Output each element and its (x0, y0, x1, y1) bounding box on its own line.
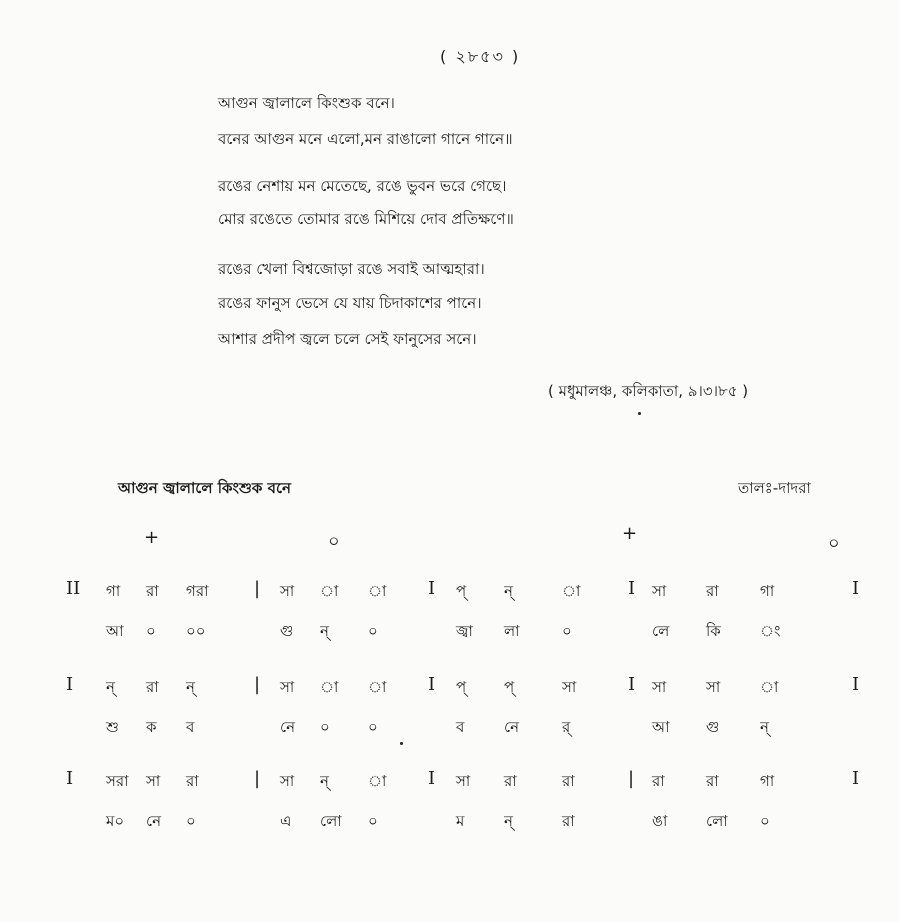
lyric-syllable: ম০ (106, 812, 125, 830)
swara-note: রা (706, 772, 719, 790)
lyric-syllable: গু (706, 718, 720, 736)
song-number: ( ২৮৫৩ ) (440, 47, 521, 66)
lyric-syllable: নে (146, 812, 162, 830)
swara-note: সা (280, 678, 295, 696)
measure-bar: | (254, 768, 261, 789)
measure-bar: | (628, 768, 635, 789)
lyric-syllable: ন্ (504, 812, 513, 830)
lyric-syllable: ব (186, 718, 195, 736)
lyric-syllable: আ (652, 718, 670, 736)
row-end-bar: I (852, 768, 860, 789)
lyric-syllable: ০ (562, 622, 572, 640)
lyric-syllable: ০ (186, 812, 196, 830)
swara-note: রা (186, 772, 199, 790)
beat-mark: + (622, 523, 638, 544)
swara-note: সা (280, 772, 295, 790)
beat-mark: ০ (328, 531, 340, 552)
row-start-bar: I (66, 768, 74, 789)
swara-note: সা (280, 582, 295, 600)
lyric-syllable: নে (504, 718, 520, 736)
lyric-syllable: লা (504, 622, 520, 640)
swara-note: রা (504, 772, 517, 790)
row-end-bar: I (852, 578, 860, 599)
poem-line: রঙের ফানুস ভেসে যে যায় চিদাকাশের পানে। (218, 294, 482, 312)
lyric-syllable: লো (320, 812, 342, 830)
ink-dot (400, 742, 403, 745)
lyric-syllable: কি (706, 622, 721, 640)
lyric-syllable: আ (106, 622, 124, 640)
lyric-syllable: ঙা (652, 812, 668, 830)
measure-bar: I (428, 768, 436, 789)
swara-note: া (562, 582, 581, 600)
lyric-syllable: ০ (368, 622, 378, 640)
swara-note: সা (456, 772, 471, 790)
row-start-bar: I (66, 674, 74, 695)
swara-note: গা (106, 582, 121, 600)
swara-note: সা (706, 678, 721, 696)
lyric-syllable: ন্ (760, 718, 769, 736)
tala-label: তালঃ-দাদরা (738, 479, 811, 497)
lyric-syllable: ন্ (320, 622, 329, 640)
lyric-syllable: জ্বা (456, 622, 473, 640)
lyric-syllable: নে (280, 718, 296, 736)
lyric-syllable: ০ (320, 718, 330, 736)
swara-note: ন্ (320, 772, 329, 790)
lyric-syllable: ং (760, 622, 781, 640)
measure-bar: | (254, 674, 261, 695)
swara-note: সা (652, 582, 667, 600)
swara-note: গা (760, 582, 775, 600)
lyric-syllable: ০ (146, 622, 156, 640)
ink-dot (638, 412, 641, 415)
lyric-syllable: রা (562, 812, 575, 830)
poem-line: রঙের নেশায় মন মেতেছে, রঙে ভুবন ভরে গেছে। (218, 177, 507, 195)
swara-note: সা (562, 678, 577, 696)
lyric-syllable: ০০ (186, 622, 206, 640)
swara-note: রা (652, 772, 665, 790)
swara-note: া (368, 678, 387, 696)
lyric-syllable: ০ (760, 812, 770, 830)
swara-note: সা (146, 772, 161, 790)
swara-note: রা (706, 582, 719, 600)
poem-line: মোর রঙেতে তোমার রঙে মিশিয়ে দোব প্রতিক্ষণে॥ (218, 210, 514, 228)
lyric-syllable: শু (106, 718, 119, 736)
poem-line: রঙের খেলা বিশ্বজোড়া রঙে সবাই আত্মহারা। (218, 260, 485, 278)
beat-mark: ০ (828, 533, 840, 554)
swara-note: প্ (456, 678, 467, 696)
poem-line: আশার প্রদীপ জ্বলে চলে সেই ফানুসের সনে। (218, 330, 477, 348)
swara-note: া (368, 582, 387, 600)
swara-note: সা (652, 678, 667, 696)
lyric-syllable: ম (456, 812, 465, 830)
measure-bar: I (428, 674, 436, 695)
measure-bar: I (428, 578, 436, 599)
row-start-bar: II (66, 578, 81, 599)
swara-note: রা (146, 582, 159, 600)
lyric-syllable: ক (146, 718, 157, 736)
swara-note: ন্ (106, 678, 115, 696)
lyric-syllable: ০ (368, 718, 378, 736)
poem-line: বনের আগুন মনে এলো,মন রাঙালো গানে গানে॥ (218, 130, 513, 148)
swara-note: গা (760, 772, 775, 790)
swara-note: গরা (186, 582, 209, 600)
lyric-syllable: এ (280, 812, 292, 830)
swara-note: ন্ (504, 582, 513, 600)
lyric-syllable: ব (456, 718, 465, 736)
swara-note: া (320, 678, 339, 696)
row-end-bar: I (852, 674, 860, 695)
lyric-syllable: ০ (368, 812, 378, 830)
lyric-syllable: গু (280, 622, 294, 640)
swara-note: া (760, 678, 779, 696)
measure-bar: I (628, 578, 636, 599)
lyric-syllable: লে (652, 622, 670, 640)
poem-line: আগুন জ্বালালে কিংশুক বনে। (218, 94, 395, 112)
swara-note: প্ (456, 582, 467, 600)
measure-bar: I (628, 674, 636, 695)
swara-note: া (368, 772, 387, 790)
swara-note: ন্ (186, 678, 195, 696)
swara-note: া (320, 582, 339, 600)
swara-note: প্ (504, 678, 515, 696)
lyric-syllable: লো (706, 812, 728, 830)
beat-mark: + (144, 527, 160, 548)
source-citation: ( মধুমালঞ্চ, কলিকাতা, ৯।৩।৮৫ ) (548, 382, 749, 400)
swara-note: রা (562, 772, 575, 790)
swara-note: সরা (106, 772, 129, 790)
measure-bar: | (254, 578, 261, 599)
swara-note: রা (146, 678, 159, 696)
lyric-syllable: র্ (562, 718, 571, 736)
notation-title: আগুন জ্বালালে কিংশুক বনে (118, 479, 291, 497)
